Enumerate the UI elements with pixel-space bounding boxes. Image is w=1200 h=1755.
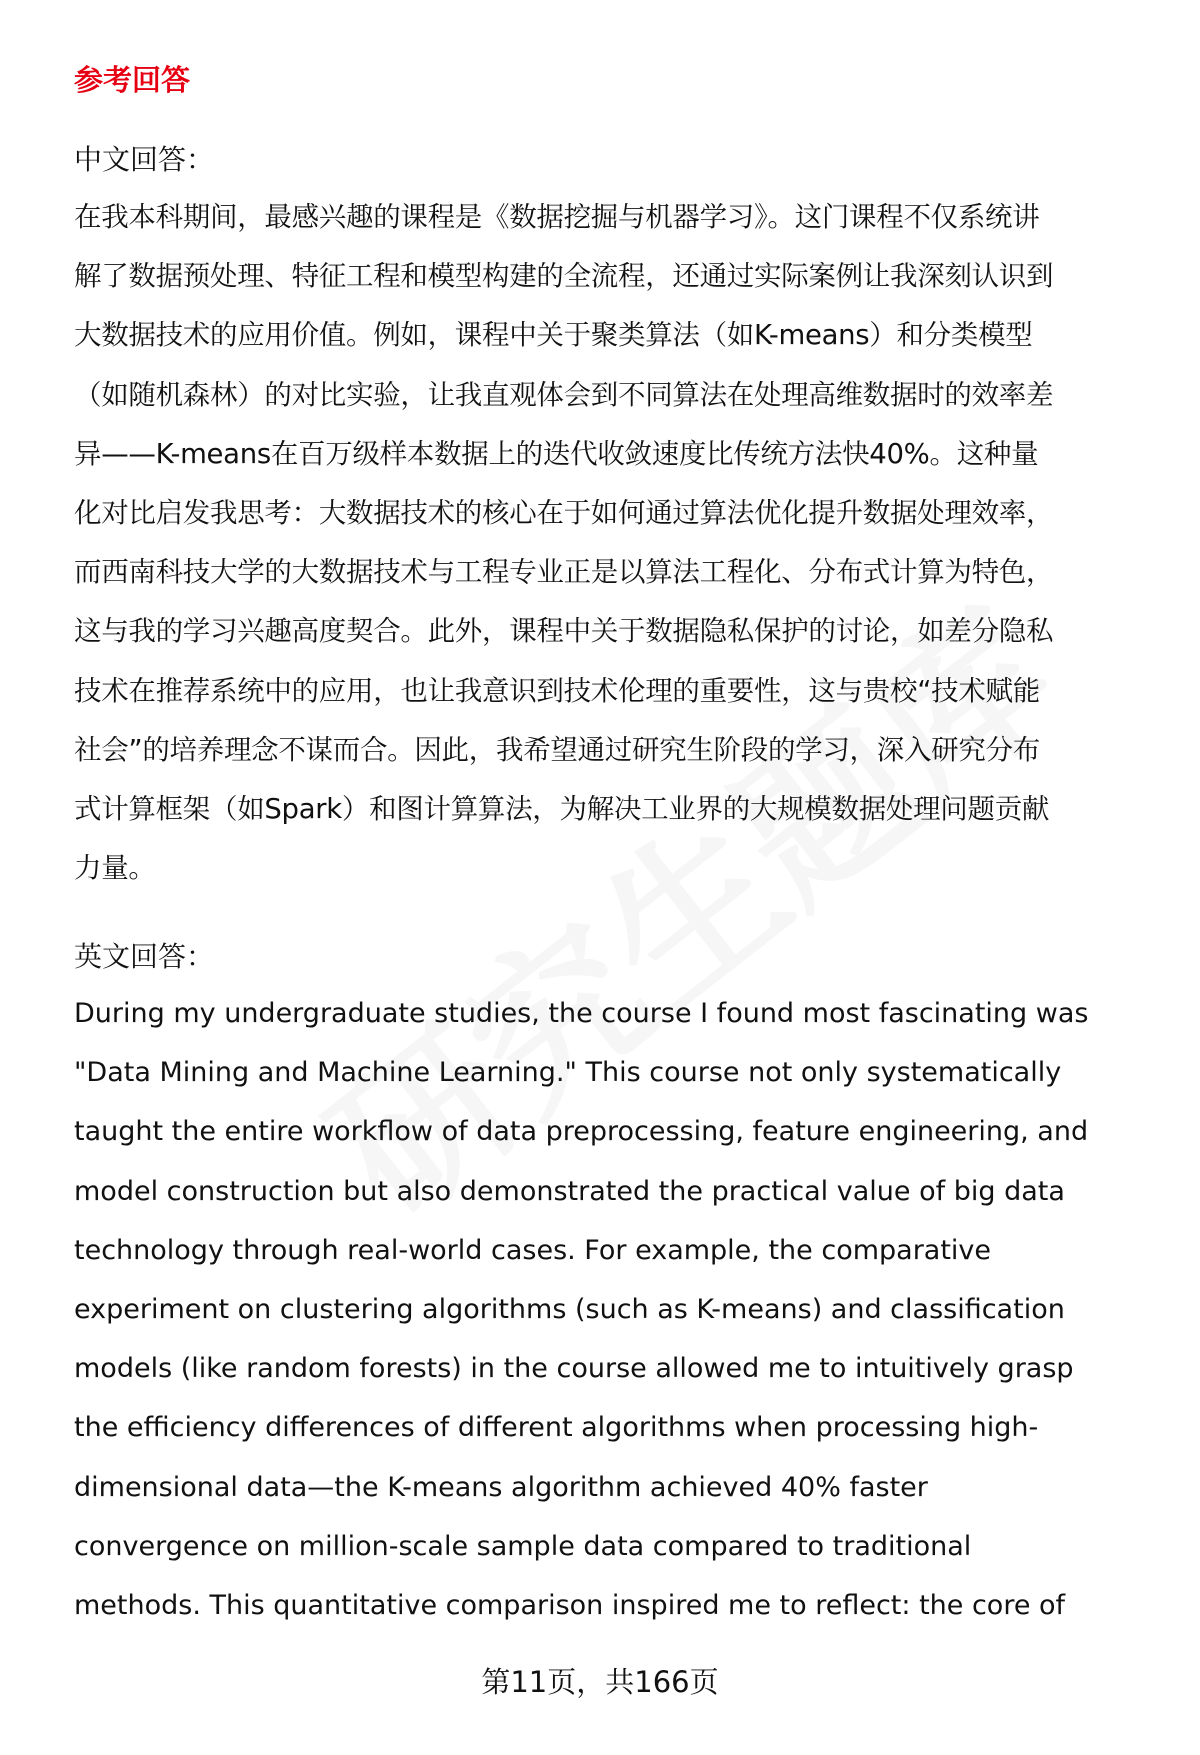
chinese-answer-label: 中文回答： xyxy=(74,143,215,176)
text-line: 大数据技术的应用价值。例如，课程中关于聚类算法（如K-means）和分类模型 xyxy=(74,319,1033,352)
text-line: "Data Mining and Machine Learning." This course not only systematically xyxy=(74,1057,1062,1089)
text-line: 在我本科期间，最感兴趣的课程是《数据挖掘与机器学习》。这门课程不仅系统讲 xyxy=(74,201,1040,233)
text-line: experiment on clustering algorithms (such as K-means) and classification xyxy=(74,1293,1065,1325)
text-line: 而西南科技大学的大数据技术与工程专业正是以算法工程化、分布式计算为特色， xyxy=(74,556,1054,589)
page-number: 第11页，共166页 xyxy=(481,1665,719,1699)
text-line: taught the entire workflow of data preprocessing, feature engineering, and xyxy=(74,1116,1089,1148)
section-heading: 参考回答 xyxy=(74,63,191,97)
text-line: 解了数据预处理、特征工程和模型构建的全流程，还通过实际案例让我深刻认识到 xyxy=(74,260,1054,293)
text-line: 社会”的培养理念不谋而合。因此，我希望通过研究生阶段的学习，深入研究分布 xyxy=(74,733,1040,766)
text-line: 技术在推荐系统中的应用，也让我意识到技术伦理的重要性，这与贵校“技术赋能 xyxy=(74,674,1040,707)
text-line: dimensional data—the K-means algorithm achieved 40% faster xyxy=(74,1471,928,1503)
text-line: the efficiency differences of different algorithms when processing high- xyxy=(74,1412,1039,1444)
english-answer-body xyxy=(74,984,1144,1635)
text-line: methods. This quantitative comparison inspired me to reflect: the core of xyxy=(74,1589,1066,1621)
text-line: During my undergraduate studies, the course I found most fascinating was xyxy=(74,998,1089,1029)
text-line: technology through real-world cases. For example, the comparative xyxy=(74,1234,992,1266)
text-line: 这与我的学习兴趣高度契合。此外，课程中关于数据隐私保护的讨论，如差分隐私 xyxy=(74,615,1054,648)
text-line: models (like random forests) in the course allowed me to intuitively grasp xyxy=(74,1353,1074,1385)
text-line: model construction but also demonstrated the practical value of big data xyxy=(74,1175,1065,1207)
text-line: 力量。 xyxy=(74,852,156,885)
text-line: 化对比启发我思考：大数据技术的核心在于如何通过算法优化提升数据处理效率， xyxy=(74,496,1054,529)
text-line: （如随机森林）的对比实验，让我直观体会到不同算法在处理高维数据时的效率差 xyxy=(74,378,1054,411)
text-line: 式计算框架（如Spark）和图计算算法，为解决工业界的大规模数据处理问题贡献 xyxy=(74,792,1050,825)
text-line: 异——K-means在百万级样本数据上的迭代收敛速度比传统方法快40%。这种量 xyxy=(74,437,1039,470)
text-line: convergence on million-scale sample data compared to traditional xyxy=(74,1530,972,1562)
chinese-answer-body xyxy=(74,188,1144,898)
english-answer-label: 英文回答： xyxy=(74,940,215,973)
